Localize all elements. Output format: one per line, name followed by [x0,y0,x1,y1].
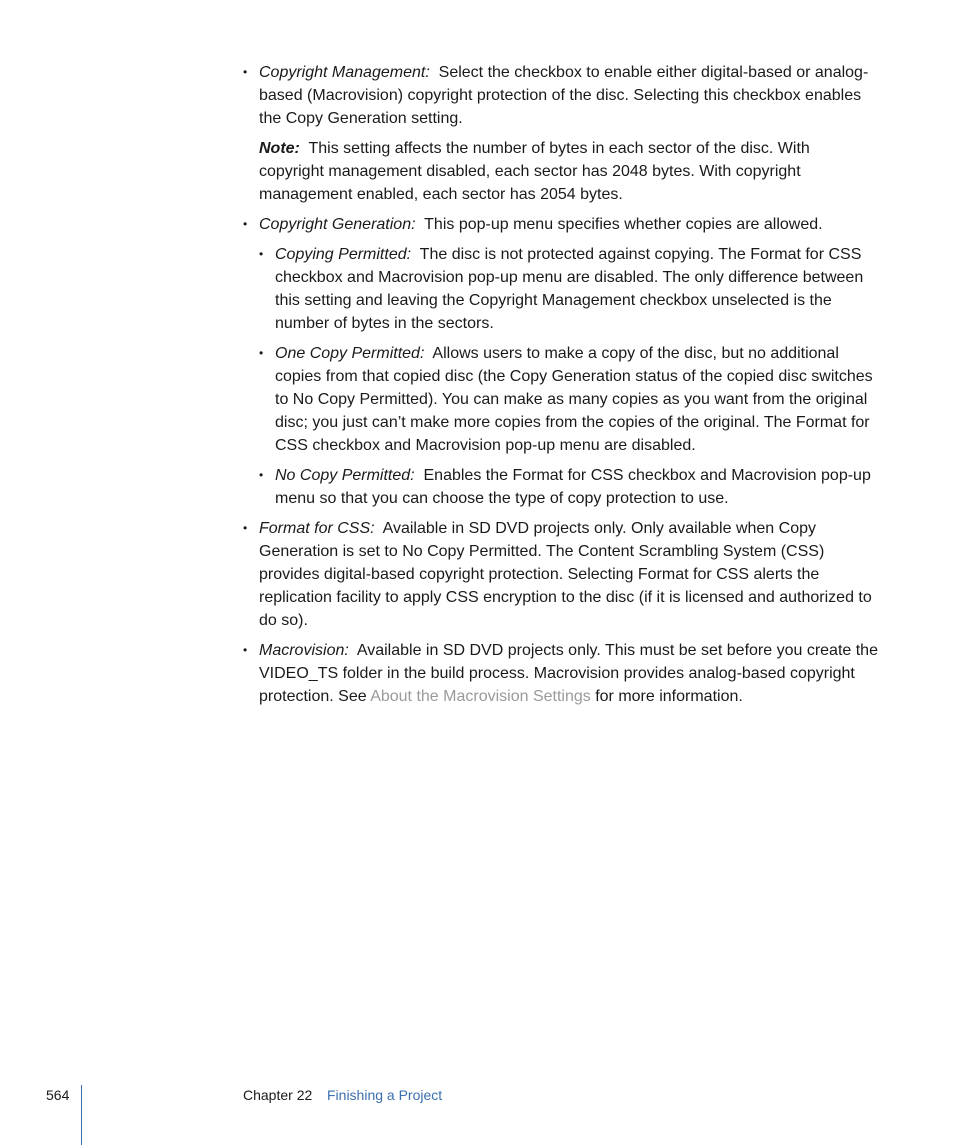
item-description: Select the checkbox to enable either digital-based or analog-based (Macrovision) copyright protection of the disc. Selecting this checkbox enables the Copy Generation setting. [259,64,869,127]
sub-item-no-copy-permitted [259,464,879,510]
macrovision-settings-link[interactable]: About the Macrovision Settings [370,688,591,705]
item-description: Enables the Format for CSS checkbox and Macrovision pop-up menu so that you can choose the type of copy protection to use. [275,467,871,507]
bullet: • [243,217,248,231]
footer-chapter-label: Chapter 22 [243,1087,313,1103]
item-description: Allows users to make a copy of the disc, but no additional copies from that copied disc (the Copy Generation status of the copied disc switches to No Copy Permitted). You can make as many copies as you want from the original disc; you just can’t make more copies from the copies of the original. The Format for CSS checkbox and Macrovision pop-up menu are disabled. [275,345,873,454]
footer-chapter-title[interactable]: Finishing a Project [327,1087,443,1103]
page-content [243,61,879,715]
bullet: • [259,346,264,360]
item-description: This pop-up menu specifies whether copies are allowed. [424,216,823,233]
list-item-format-for-css [243,517,879,632]
term-label: No Copy Permitted: [275,467,415,484]
note-text: This setting affects the number of bytes in each sector of the disc. With copyright management disabled, each sector has 2048 bytes. With copyright management enabled, each sector has 2054 bytes. [259,140,810,203]
sub-item-copying-permitted [259,243,879,335]
note-label: Note: [259,140,300,157]
item-description: The disc is not protected against copying. The Format for CSS checkbox and Macrovision pop-up menu are disabled. The only difference between this setting and leaving the Copyright Management checkbox unselected is the number of bytes in the sectors. [275,246,864,332]
note-paragraph [243,137,879,206]
bullet: • [259,468,264,482]
list-item-copyright-generation [243,213,879,236]
bullet: • [243,521,248,535]
footer-divider [81,1085,82,1145]
item-description: Available in SD DVD projects only. Only available when Copy Generation is set to No Copy Permitted. The Content Scrambling System (CSS) provides digital-based copyright protection. Selecting Format for CSS alerts the replication facility to apply CSS encryption to the disc (if it is licensed and authorized to do so). [259,520,872,629]
bullet: • [243,643,248,657]
term-label: Copyright Generation: [259,216,416,233]
bullet: • [259,247,264,261]
list-item-macrovision [243,639,879,708]
term-label: One Copy Permitted: [275,345,425,362]
term-label: Format for CSS: [259,520,375,537]
page-number: 564 [46,1087,70,1103]
item-description-suffix: for more information. [595,688,743,705]
item-description: Available in SD DVD projects only. This must be set before you create the VIDEO_TS folder in the build process. Macrovision provides analog-based copyright protection. See [259,642,878,705]
term-label: Macrovision: [259,642,349,659]
bullet: • [243,65,248,79]
list-item-copyright-management [243,61,879,130]
sub-item-one-copy-permitted [259,342,879,457]
term-label: Copying Permitted: [275,246,412,263]
term-label: Copyright Management: [259,64,430,81]
